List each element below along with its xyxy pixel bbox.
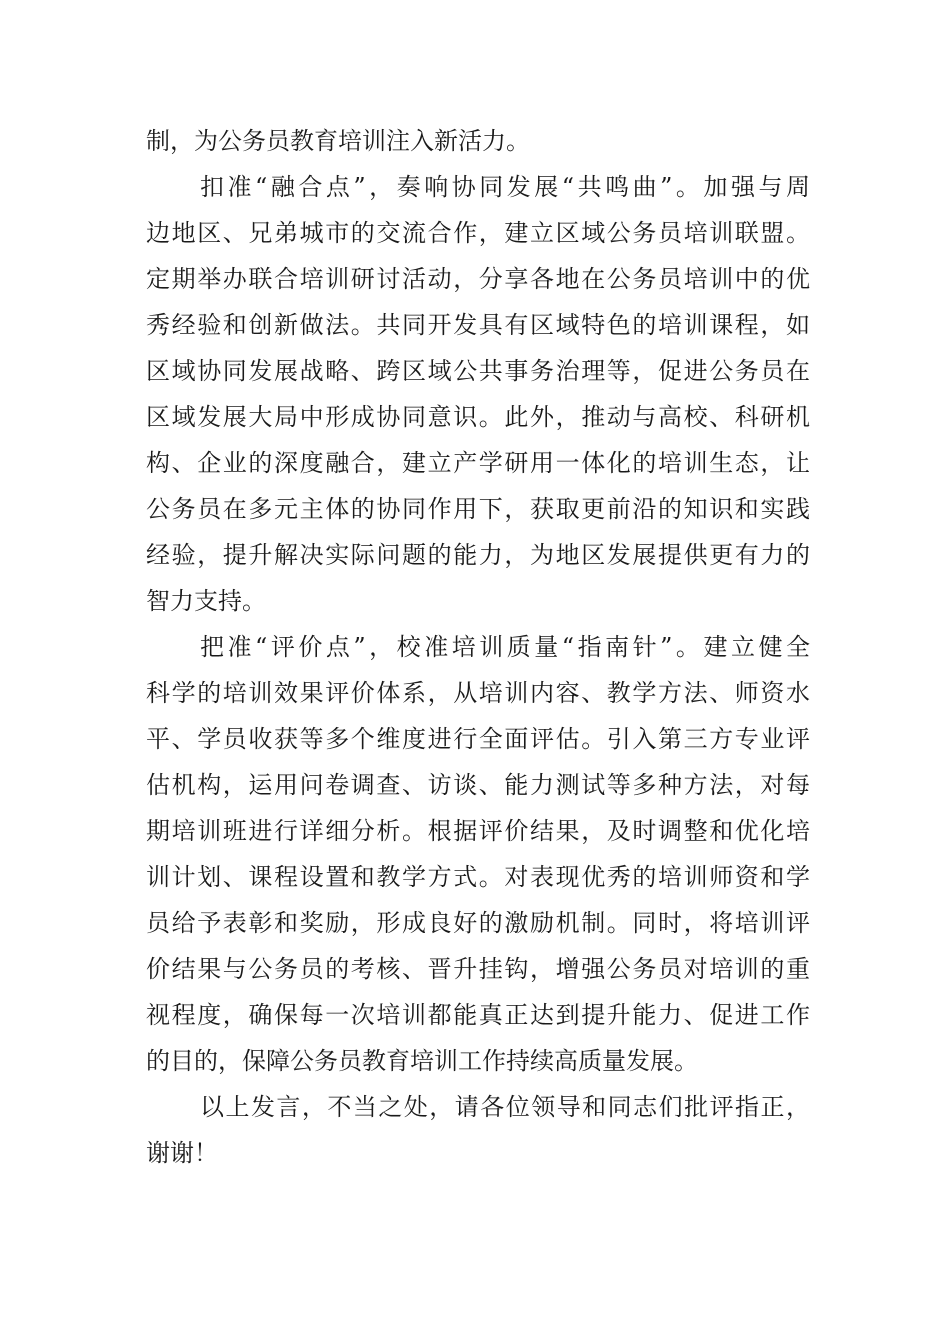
text-line: 智力支持。 — [146, 587, 266, 615]
paragraph-closing-remarks — [146, 1084, 810, 1176]
text-line: 定期举办联合培训研讨活动，分享各地在公务员培训中的优 — [146, 265, 810, 293]
text-line: 扣准“融合点”，奏响协同发展“共鸣曲”。加强与周 — [200, 173, 810, 201]
paragraph-evaluation-point — [146, 624, 810, 1084]
text-line: 视程度，确保每一次培训都能真正达到提升能力、促进工作 — [146, 1001, 810, 1029]
text-line: 制，为公务员教育培训注入新活力。 — [146, 127, 530, 155]
text-line: 区域发展大局中形成协同意识。此外，推动与高校、科研机 — [146, 403, 810, 431]
paragraph-continuation — [146, 118, 810, 164]
text-line: 公务员在多元主体的协同作用下，获取更前沿的知识和实践 — [146, 495, 810, 523]
text-line: 以上发言，不当之处，请各位领导和同志们批评指正， — [200, 1093, 810, 1121]
text-line: 把准“评价点”，校准培训质量“指南针”。建立健全 — [200, 633, 810, 661]
text-line: 的目的，保障公务员教育培训工作持续高质量发展。 — [146, 1047, 698, 1075]
text-line: 构、企业的深度融合，建立产学研用一体化的培训生态，让 — [146, 449, 810, 477]
paragraph-integration-point — [146, 164, 810, 624]
text-line: 科学的培训效果评价体系，从培训内容、教学方法、师资水 — [146, 679, 810, 707]
text-line: 区域协同发展战略、跨区域公共事务治理等，促进公务员在 — [146, 357, 810, 385]
text-line: 经验，提升解决实际问题的能力，为地区发展提供更有力的 — [146, 541, 810, 569]
text-line: 边地区、兄弟城市的交流合作，建立区域公务员培训联盟。 — [146, 219, 810, 247]
text-line: 价结果与公务员的考核、晋升挂钩，增强公务员对培训的重 — [146, 955, 810, 983]
text-line: 员给予表彰和奖励，形成良好的激励机制。同时，将培训评 — [146, 909, 810, 937]
text-line: 谢谢！ — [146, 1139, 218, 1167]
text-line: 训计划、课程设置和教学方式。对表现优秀的培训师资和学 — [146, 863, 810, 891]
text-line: 估机构，运用问卷调查、访谈、能力测试等多种方法，对每 — [146, 771, 810, 799]
text-line: 平、学员收获等多个维度进行全面评估。引入第三方专业评 — [146, 725, 810, 753]
text-line: 期培训班进行详细分析。根据评价结果，及时调整和优化培 — [146, 817, 810, 845]
text-line: 秀经验和创新做法。共同开发具有区域特色的培训课程，如 — [146, 311, 810, 339]
document-body — [146, 118, 810, 1176]
